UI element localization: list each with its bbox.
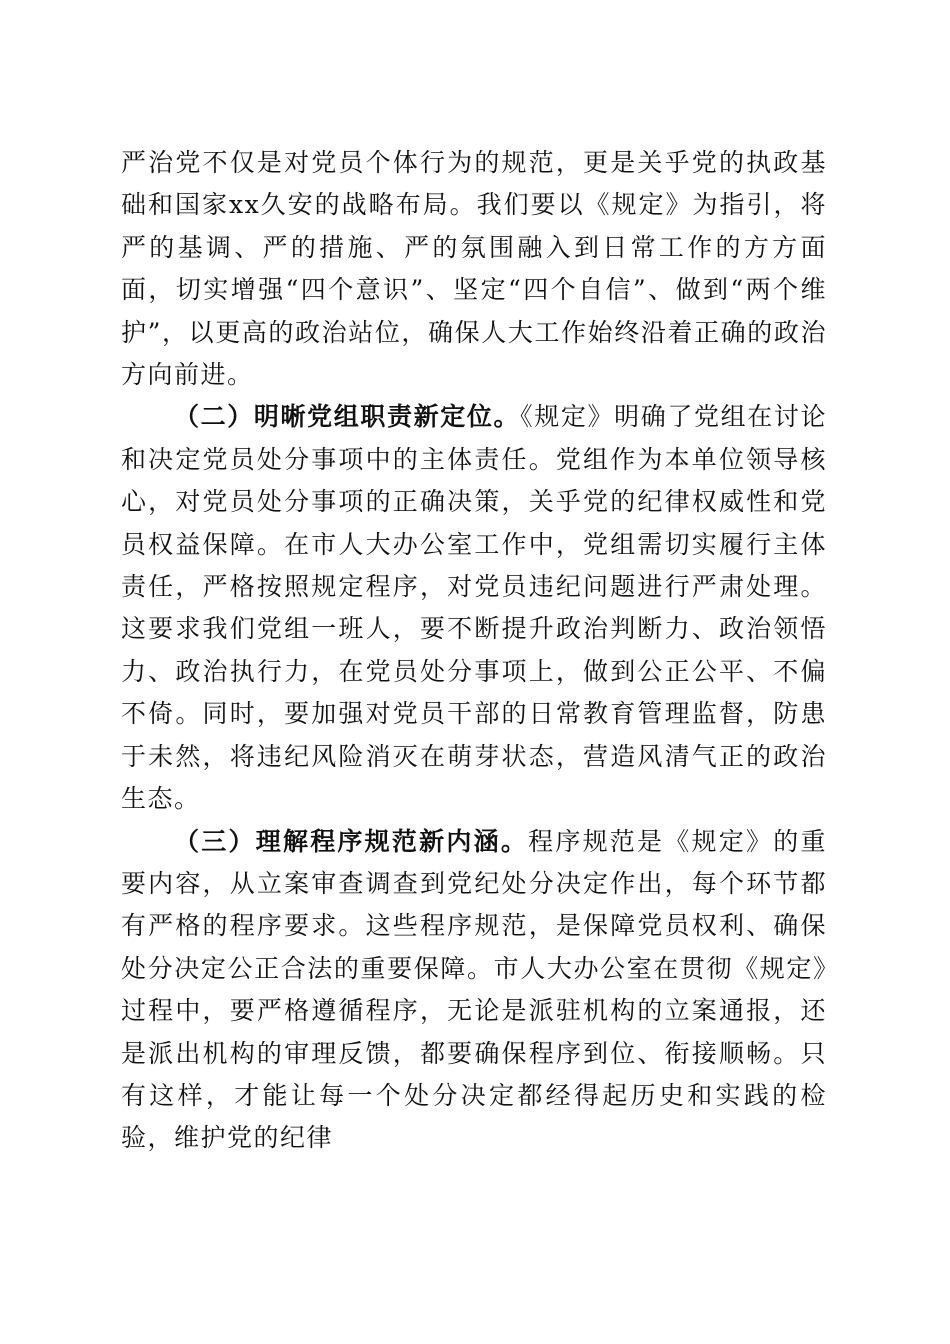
paragraph-text: 严治党不仅是对党员个体行为的规范，更是关乎党的执政基础和国家xx久安的战略布局。我们要以《规定》为指引，将严的基调、严的措施、严的氛围融入到日常工作的方方面面，切实增强“四个意识”、坚定“四个自信”、做到“两个维护”，以更高的政治站位，确保人大工作始终沿着正确的政治方向前进。 bbox=[121, 148, 827, 390]
paragraph-section-2 bbox=[121, 396, 827, 820]
paragraph-text: 程序规范是《规定》的重要内容，从立案审查调查到党纪处分决定作出，每个环节都有严格的程序要求。这些程序规范，是保障党员权利、确保处分决定公正合法的重要保障。市人大办公室在贯彻《规定》过程中，要严格遵循程序，无论是派驻机构的立案通报，还是派出机构的审理反馈，都要确保程序到位、衔接顺畅。只有这样，才能让每一个处分决定都经得起历史和实践的检验，维护党的纪律 bbox=[121, 826, 827, 1153]
section-heading: （三）理解程序规范新内涵。 bbox=[174, 826, 529, 856]
document-body bbox=[121, 142, 827, 1160]
section-heading: （二）明晰党组职责新定位。 bbox=[174, 402, 521, 432]
paragraph-section-3 bbox=[121, 821, 827, 1160]
paragraph-text: 《规定》明确了党组在讨论和决定党员处分事项中的主体责任。党组作为本单位领导核心，对党员处分事项的正确决策，关乎党的纪律权威性和党员权益保障。在市人大办公室工作中，党组需切实履行主体责任，严格按照规定程序，对党员违纪问题进行严肃处理。这要求我们党组一班人，要不断提升政治判断力、政治领悟力、政治执行力，在党员处分事项上，做到公正公平、不偏不倚。同时，要加强对党员干部的日常教育管理监督，防患于未然，将违纪风险消灭在萌芽状态，营造风清气正的政治生态。 bbox=[121, 402, 827, 814]
paragraph-continuation bbox=[121, 142, 827, 396]
